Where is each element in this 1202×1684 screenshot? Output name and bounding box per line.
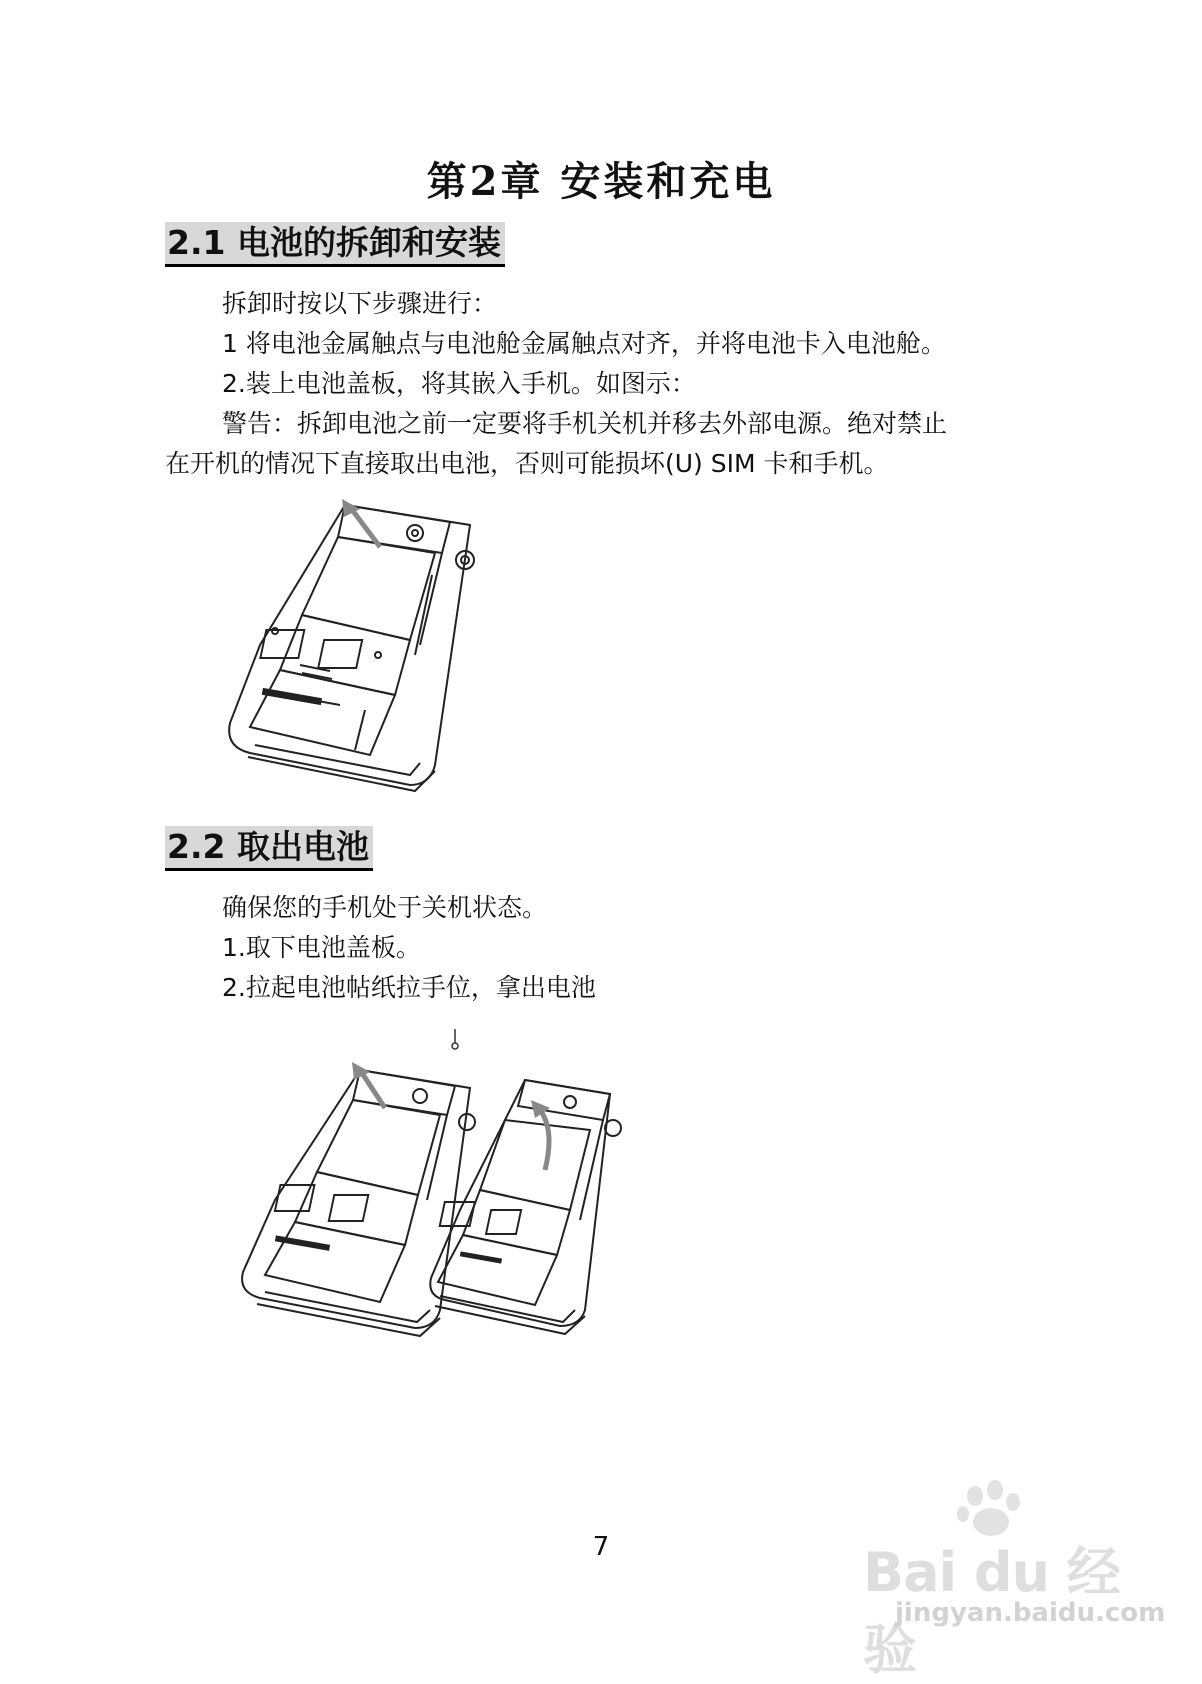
warning-line-continued: 在开机的情况下直接取出电池，否则可能损坏(U) SIM 卡和手机。 xyxy=(165,449,889,478)
paragraph-line: 1.取下电池盖板。 xyxy=(222,933,421,962)
paragraph-line: 确保您的手机处于关机状态。 xyxy=(222,893,548,922)
section-heading-2-1: 2.1 电池的拆卸和安装 xyxy=(165,222,505,267)
section-heading-2-2: 2.2 取出电池 xyxy=(165,826,373,871)
watermark-url: jingyan.baidu.com xyxy=(895,1598,1166,1628)
paragraph-line: 1 将电池金属触点与电池舱金属触点对齐，并将电池卡入电池舱。 xyxy=(222,329,946,358)
phone-battery-install-illustration xyxy=(220,495,510,805)
page-number: 7 xyxy=(592,1532,610,1562)
warning-line: 警告：拆卸电池之前一定要将手机关机并移去外部电源。绝对禁止 xyxy=(222,409,948,438)
paragraph-line: 2.装上电池盖板，将其嵌入手机。如图示： xyxy=(222,369,696,398)
watermark-brand: Bai du 经验 xyxy=(863,1541,1120,1681)
chapter-title: 第2章 安装和充电 xyxy=(426,158,776,205)
paragraph-line: 拆卸时按以下步骤进行： xyxy=(222,289,498,318)
baidu-watermark xyxy=(835,1480,1166,1681)
text-cursor-icon xyxy=(450,1027,462,1051)
phone-battery-removal-illustration xyxy=(235,1060,675,1360)
paragraph-line: 2.拉起电池帖纸拉手位，拿出电池 xyxy=(222,973,596,1002)
